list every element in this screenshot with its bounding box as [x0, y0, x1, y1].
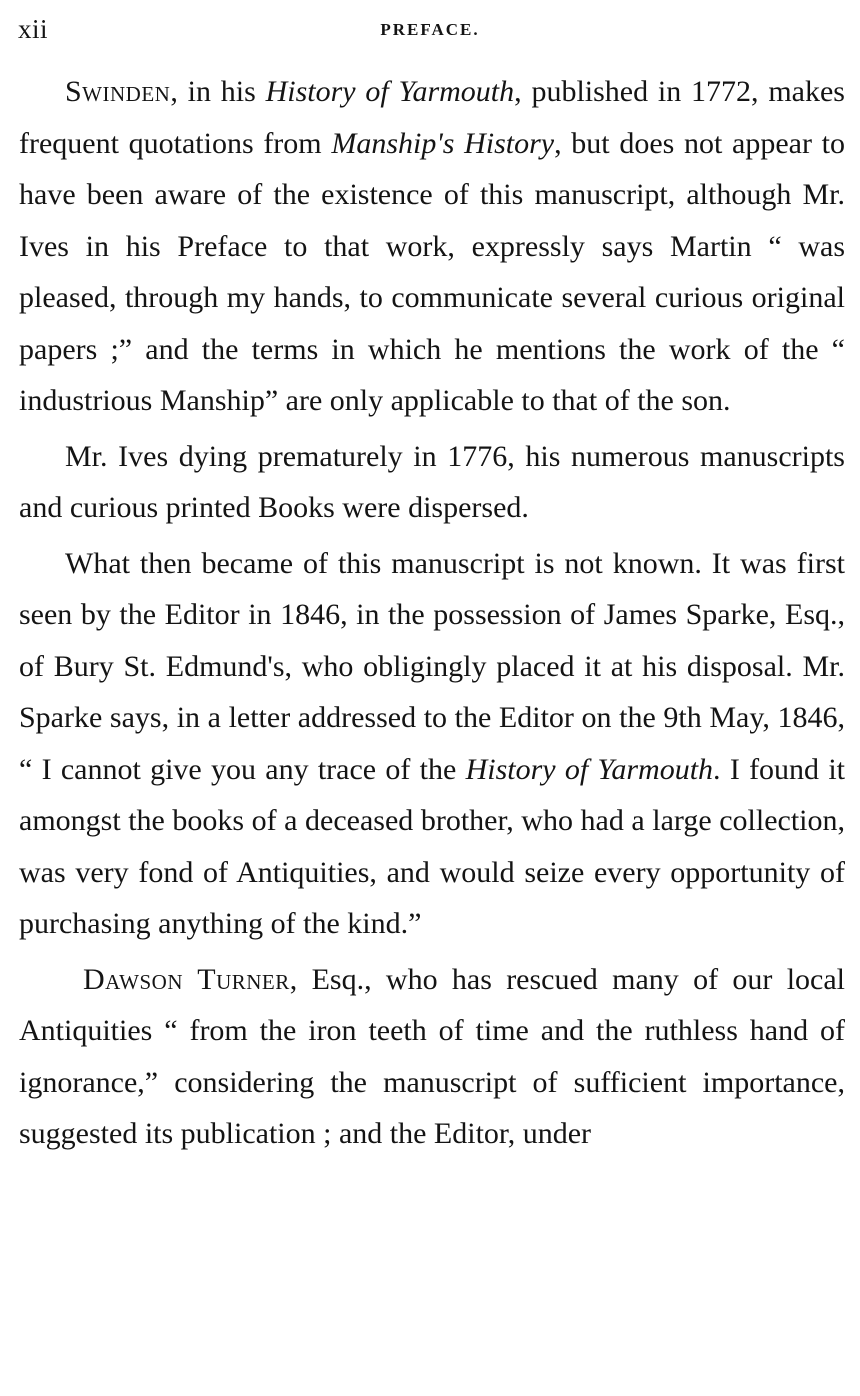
book-title: History of Yarmouth	[465, 752, 714, 786]
author-name-swinden: Swinden	[65, 75, 171, 108]
paragraph-swinden	[19, 66, 845, 427]
page-number: xii	[18, 14, 49, 44]
author-name-dawson-turner: Dawson Turner	[83, 962, 290, 996]
paragraph-manuscript	[19, 538, 845, 950]
running-head: PREFACE.	[380, 20, 480, 39]
paragraph-text: . I found it amongst the books of a deceased brother, who had a large collection, was very fond of Antiquities, and would seize every opportunity of purchasing anything of the kind.”	[19, 752, 845, 940]
paragraph-dawson-turner	[19, 954, 845, 1160]
paragraph-text: , published in 1772, makes frequent quotations from	[19, 75, 845, 160]
book-title: Manship's History	[331, 126, 555, 160]
book-title: History of Yarmouth	[265, 75, 515, 108]
paragraph-ives: Mr. Ives dying prematurely in 1776, his numerous manuscripts and curious printed Books were dispersed.	[19, 439, 845, 524]
paragraph-text: , Esq., who has rescued many of our local Antiquities “ from the iron teeth of time and the ruthless hand of ignorance,” considering the manuscript of sufficient importance, suggested its publication ; and the Editor, under	[19, 962, 846, 1150]
page-header	[18, 14, 842, 50]
paragraph-text: , but does not appear to have been aware of the existence of this manuscript, although Mr. Ives in his Preface to that work, expressly says Martin “ was pleased, through my hands, to communicate several curious original papers ;” and the terms in which he mentions the work of the “ industrious Manship” are only applicable to that of the son.	[19, 126, 845, 417]
paragraph-text: , in his	[170, 75, 266, 108]
paragraph-text: What then became of this manuscript is not known. It was first seen by the Editor in 1846, in the possession of James Sparke, Esq., of Bury St. Edmund's, who obligingly placed it at his disposal. Mr. Sparke says, in a letter addressed to the Editor on the 9th May, 1846, “ I cannot give you any trace of the	[19, 546, 845, 786]
preface-body	[19, 66, 845, 1164]
